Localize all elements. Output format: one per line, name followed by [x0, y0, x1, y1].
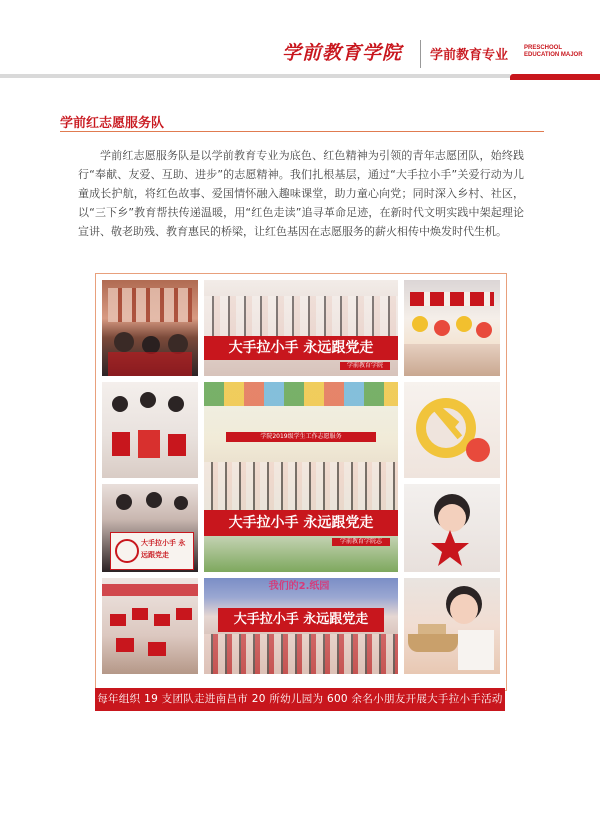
- college-calligraphy-logo: 学前教育学院: [282, 42, 403, 64]
- section-body-text: 学前红志愿服务队是以学前教育专业为底色、红色精神为引领的青年志愿团队，始终践行“奉献、友爱、互助、进步”的志愿精神。我们扎根基层，通过“大手拉小手”关爱行动为儿童成长护航，将红色故事、爱国情怀融入趣味课堂，助力童心向党；同时深入乡村、社区，以“三下乡”教育帮扶传递温暖，用“红色走读”追寻革命足迹，在新时代文明实践中架起理论宣讲、敬老助残、教育惠民的桥梁，让红色基因在志愿服务的薪火相传中焕发时代生机。: [78, 149, 524, 238]
- photo-boy-model-boat: [404, 578, 500, 674]
- photo-kids-heart-signs: [404, 280, 500, 376]
- photo-group-banner-top: [204, 280, 398, 376]
- header-gray-rule: [0, 74, 510, 78]
- page-header: [0, 0, 600, 80]
- banner-top: 大手拉小手 永远跟党走: [204, 336, 398, 360]
- photo-group-banner-bottom: [204, 578, 398, 674]
- major-title-english: [524, 45, 583, 59]
- banner-top-sign: 学前教育学院: [340, 362, 390, 370]
- photo-classroom-shelves: [102, 280, 198, 376]
- photo-caption: 每年组织 19 支团队走进南昌市 20 所幼儿园为 600 余名小朋友开展大手拉小手活动: [95, 688, 505, 711]
- major-title: 学前教育专业: [430, 48, 509, 63]
- photo-kindergarten-group: [204, 382, 398, 572]
- header-divider: [420, 40, 421, 68]
- major-en-line2: EDUCATION MAJOR: [524, 52, 583, 58]
- section-title-rule: [60, 131, 544, 132]
- header-red-rule: [510, 74, 600, 80]
- handwritten-sign-text: 大手拉小手 永远跟党走: [141, 539, 186, 559]
- banner-bottom: 大手拉小手 永远跟党走: [218, 608, 384, 632]
- major-en-line1: PRESCHOOL: [524, 45, 563, 51]
- bottom-wall-text: 我们的2.纸园: [268, 581, 330, 592]
- photo-paper-cutting: [102, 382, 198, 478]
- banner-center-sign: 学前教育学院志: [332, 538, 390, 546]
- party-emblem-icon: [404, 382, 500, 478]
- photo-handwritten-sign: [102, 484, 198, 572]
- kindergarten-wall-sign: 学院2019级学生工作志愿服务: [226, 432, 376, 442]
- photo-girl-paper-star: [404, 484, 500, 572]
- photo-kids-holding-flags: [102, 578, 198, 674]
- paper-star-icon: [430, 528, 470, 568]
- photo-collage: [95, 273, 507, 691]
- banner-center: 大手拉小手 永远跟党走: [204, 510, 398, 536]
- section-title: 学前红志愿服务队: [60, 116, 165, 131]
- photo-girl-party-emblem: [404, 382, 500, 478]
